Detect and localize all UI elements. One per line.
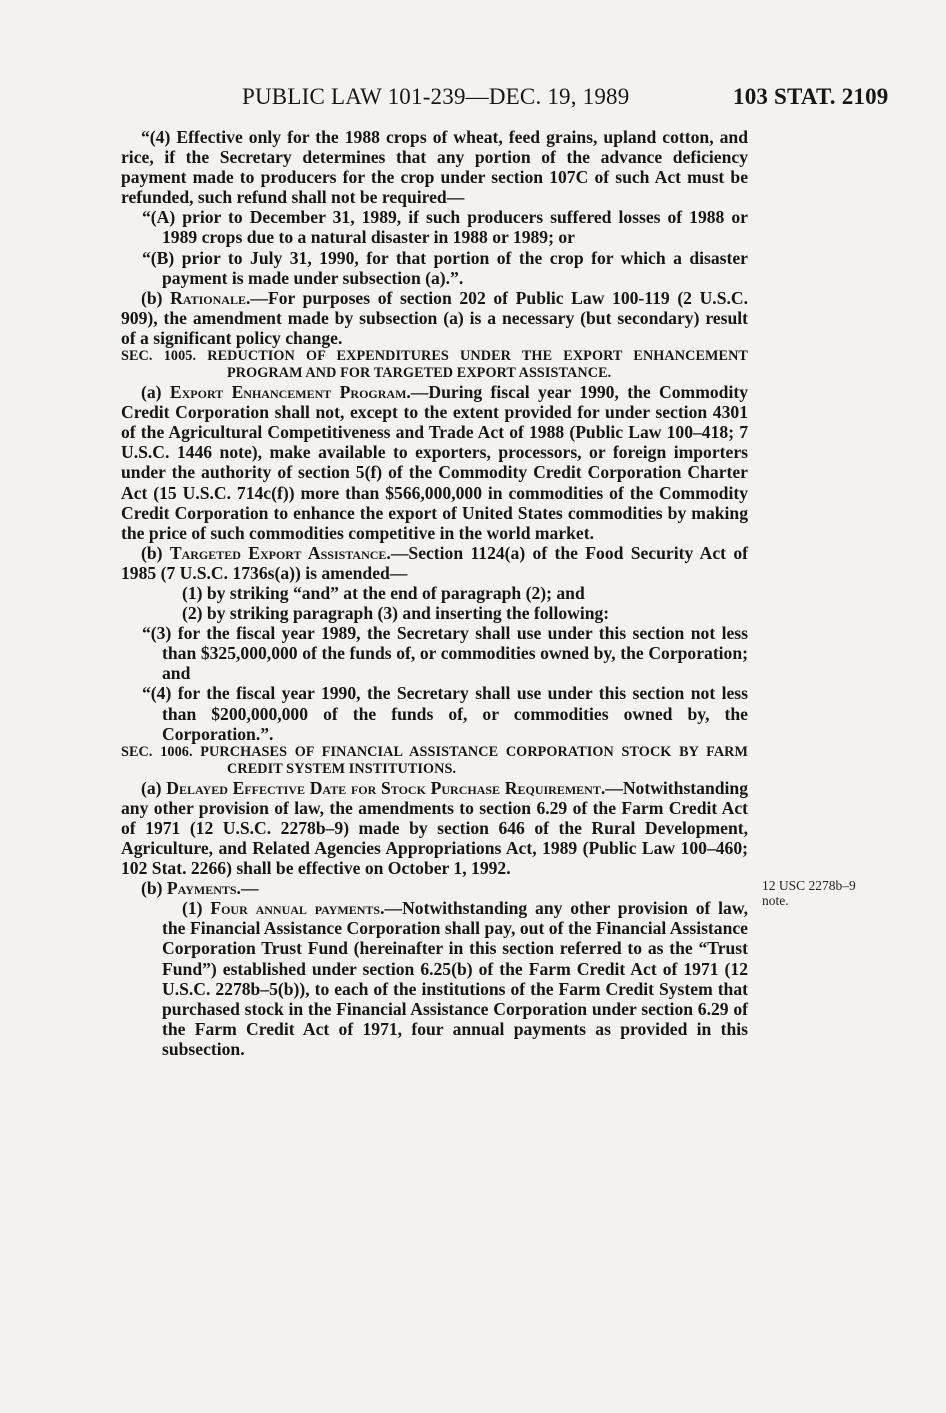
four-annual-payments-paragraph	[121, 898, 748, 1059]
eep-lead: (a)	[141, 382, 170, 403]
running-head: PUBLIC LAW 101-239—DEC. 19, 1989	[242, 84, 630, 109]
tea-item-4: “(4) for the fiscal year 1990, the Secretary shall use under this section not less than $200,000,000 of the funds of, or commodities owned by, the Corporation.”.	[142, 683, 748, 744]
tea-item-1: (1) by striking “and” at the end of paragraph (2); and	[182, 582, 585, 603]
tea-label: Targeted Export Assistance.	[169, 542, 391, 563]
eep-text: —During fiscal year 1990, the Commodity Credit Corporation shall not, except to the extent provided for under section 4301 of the Agricultural Competitiveness and Trade Act of 1988 (Public Law 100–418; 7 U.S.C. 1446 note), make available to exporters, processors, or foreign importers under the authority of section 5(f) of the Commodity Credit Corporation Charter Act (15 U.S.C. 714c(f)) more than $566,000,000 in commodities of the Commodity Credit Corporation to enhance the export of United States commodities by making the price of such commodities competitive in the world market.	[121, 382, 748, 543]
tea-lead: (b)	[141, 542, 170, 563]
rationale-lead: (b)	[141, 287, 171, 308]
export-enhancement-paragraph	[121, 382, 748, 543]
pay-label: Payments.	[166, 878, 241, 899]
tea-text: —Section 1124(a) of the Food Security Act of 1985 (7 U.S.C. 1736s(a)) is amended—	[121, 542, 748, 583]
pay-dash: —	[240, 878, 259, 899]
margin-note	[762, 878, 856, 908]
pay-lead: (b)	[141, 878, 167, 899]
rationale-text: —For purposes of section 202 of Public Law 100-119 (2 U.S.C. 909), the amendment made by subsection (a) is a necessary (but secondary) result of a significant policy change.	[121, 287, 748, 348]
statute-page-reference: 103 STAT. 2109	[733, 84, 889, 109]
payments-paragraph	[121, 878, 748, 898]
rationale-paragraph	[121, 288, 748, 348]
rationale-label: Rationale.	[170, 287, 251, 308]
tea-item-3: “(3) for the fiscal year 1989, the Secretary shall use under this section not less than $325,000,000 of the funds of, or commodities owned by, the Corporation; and	[142, 623, 748, 684]
paragraph-4: “(4) Effective only for the 1988 crops of wheat, feed grains, upland cotton, and rice, if the Secretary determines that any portion of the advance deficiency payment made to producers for the crop under section 107C of such Act must be refunded, such refund shall not be required—	[121, 127, 748, 208]
targeted-export-paragraph	[121, 543, 748, 583]
delayed-effective-date-paragraph	[121, 778, 748, 878]
fap-lead: (1)	[182, 898, 211, 919]
margin-note-citation: 12 USC 2278b–9	[762, 878, 856, 893]
fap-label: Four annual payments.	[210, 898, 385, 919]
document-body	[121, 127, 748, 1059]
margin-note-suffix: note.	[762, 893, 789, 908]
fap-text: —Notwithstanding any other provision of law, the Financial Assistance Corporation shall pay, out of the Financial Assistance Corporation Trust Fund (hereinafter in this section referred to as the “Trust Fund”) established under section 6.25(b) of the Farm Credit Act of 1971 (12 U.S.C. 2278b–5(b)), to each of the institutions of the Farm Credit System that purchased stock in the Financial Assistance Corporation under section 6.29 of the Farm Credit Act of 1971, four annual payments as provided in this subsection.	[162, 898, 748, 1059]
tea-item-2: (2) by striking paragraph (3) and inserting the following:	[182, 603, 610, 624]
ded-label: Delayed Effective Date for Stock Purchase Requirement.	[166, 777, 606, 798]
eep-label: Export Enhancement Program.	[169, 382, 411, 403]
subparagraph-B: “(B) prior to July 31, 1990, for that portion of the crop for which a disaster payment is made under subsection (a).”.	[142, 247, 748, 288]
ded-lead: (a)	[141, 777, 167, 798]
subparagraph-A: “(A) prior to December 31, 1989, if such producers suffered losses of 1988 or 1989 crops due to a natural disaster in 1988 or 1989; or	[142, 207, 748, 248]
section-1006-heading: SEC. 1006. PURCHASES OF FINANCIAL ASSISTANCE CORPORATION STOCK BY FARM CREDIT SYSTEM INSTITUTIONS.	[121, 743, 748, 777]
ded-text: —Notwithstanding any other provision of law, the amendments to section 6.29 of the Farm Credit Act of 1971 (12 U.S.C. 2278b–9) made by section 646 of the Rural Development, Agriculture, and Related Agencies Appropriations Act, 1989 (Public Law 100–460; 102 Stat. 2266) shall be effective on October 1, 1992.	[121, 777, 748, 879]
section-1005-heading: SEC. 1005. REDUCTION OF EXPENDITURES UNDER THE EXPORT ENHANCEMENT PROGRAM AND FOR TARGETED EXPORT ASSISTANCE.	[121, 348, 748, 382]
